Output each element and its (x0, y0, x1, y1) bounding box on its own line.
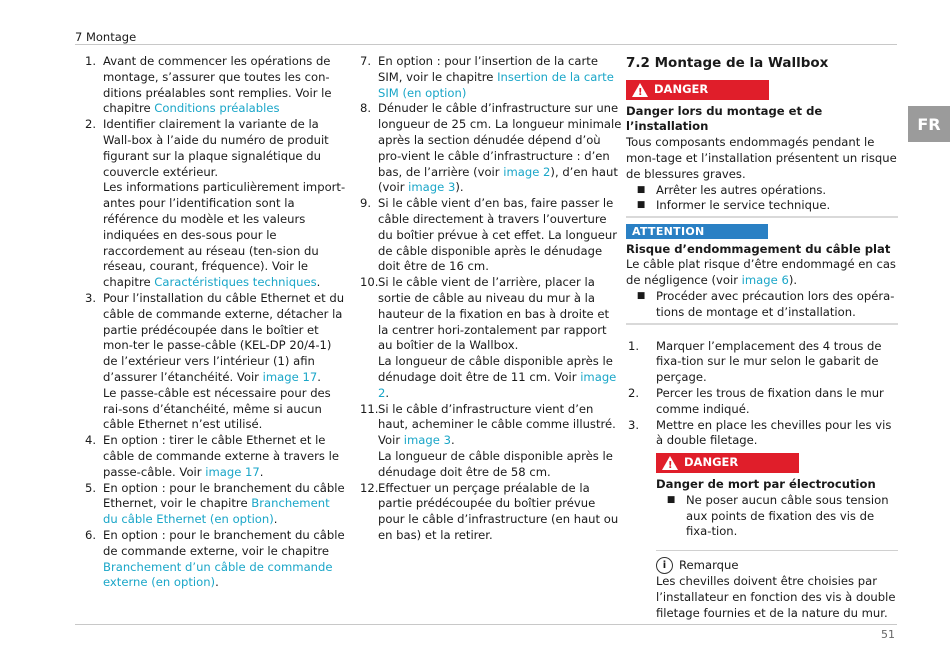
page-number: 51 (881, 628, 895, 641)
attention-box: ATTENTION Risque d’endommagement du câble plat Le câble plat risque d’être endommagé en cas de négligence (voir image 6). ■ Procéder avec précaution lors des opéra-tions de montage et d’installation. (626, 220, 898, 324)
note-box: i Remarque Les chevilles doivent être choisies par l’installateur en fonction des vis à double filetage fournies et de la nature du mur. (656, 550, 898, 621)
link-image-2[interactable]: image 2 (378, 369, 617, 400)
step-1: 1. Avant de commencer les opérations de montage, s’assurer que toutes les con-ditions préalables sont remplies. Voir le chapitre Conditions préalables (85, 54, 332, 116)
warning-icon: ! (632, 83, 648, 97)
step-9: 9. Si le câble vient d’en bas, faire passer le câble directement à travers l’ouverture du boîtier prévue à cet effet. La longueur de câble disponible après le dénudage doit être de 16 cm. (360, 196, 618, 274)
bullet-icon: ■ (636, 184, 646, 195)
warning-icon: ! (662, 456, 678, 470)
list-item: ■ Informer le service technique. (626, 198, 898, 214)
mount-step-3: 3. Mettre en place les chevilles pour les vis à double filetage. (628, 417, 892, 448)
column-3 (626, 54, 898, 622)
step-5: 5. En option : pour le branchement du câble Ethernet, voir le chapitre Branchement du câble Ethernet (en option). (85, 480, 345, 527)
bullet-icon: ■ (666, 494, 676, 505)
link-image-17[interactable]: image 17 (205, 464, 260, 479)
list-item: ■ Procéder avec précaution lors des opéra-tions de montage et d’installation. (626, 289, 898, 321)
step-2: 2. Identifier clairement la variante de la Wall-box à l’aide du numéro de produit figurant sur la plaque signalétique du couvercle extérieur. Les informations particulièrement import-antes pour l’identification sont la référence du modèle et les valeurs indiquées en des-sous pour le raccordement au réseau (ten-sion du réseau, courant, fréquence). Voir le chapitre Caractéristiques techniques. (85, 117, 346, 290)
link-image-17[interactable]: image 17 (262, 369, 318, 384)
column-2 (350, 54, 622, 544)
danger-banner: ! DANGER (626, 80, 769, 100)
step-12: 12. Effectuer un perçage préalable de la partie prédécoupée du boîtier prévue pour le câble d’infrastructure (en haut ou en bas) et la retirer. (360, 480, 619, 542)
language-tab: FR (908, 106, 950, 142)
bullet-icon: ■ (636, 200, 646, 211)
footer-rule (75, 624, 897, 625)
list-item: ■ Arrêter les autres opérations. (626, 183, 898, 199)
mount-step-1: 1. Marquer l’emplacement des 4 trous de fixa-tion sur le mur selon le gabarit de perçage. (628, 338, 882, 385)
info-icon: i (656, 557, 673, 574)
mount-steps (626, 339, 898, 450)
header-rule (75, 44, 897, 45)
danger-box-2: ! DANGER Danger de mort par électrocution ■ Ne poser aucun câble sous tension aux points de fixation des vis de fixa-tion. i Remarque Les chevilles doivent être choisies par l’installateur en fonction des vis à double filetage fournies et de la nature du mur. (656, 449, 898, 621)
link-caracteristiques-techniques[interactable]: Caractéristiques techniques (154, 275, 317, 290)
step-6: 6. En option : pour le branchement du câble de commande externe, voir le chapitre Branchement d’un câble de commande externe (en option). (85, 527, 345, 590)
link-insertion-sim[interactable]: Insertion de la carte SIM (en option) (378, 69, 614, 100)
link-branchement-ethernet[interactable]: Branchement du câble Ethernet (en option) (103, 496, 330, 527)
link-image-3[interactable]: image 3 (408, 180, 456, 195)
link-image-2[interactable]: image 2 (503, 164, 551, 179)
chapter-header: 7 Montage (75, 30, 137, 44)
step-4: 4. En option : tirer le câble Ethernet et le câble de commande externe à travers le passe-câble. Voir image 17. (85, 433, 339, 479)
step-3: 3. Pour l’installation du câble Ethernet et du câble de commande externe, détacher la partie prédécoupée dans le boîtier et mon-ter le passe-câble (KEL-DP 20/4-1) de l’extérieur vers l’intérieur (1) afin d’assurer l’étanchéité. Voir image 17. Le passe-câble est nécessaire pour des rai-sons d’étanchéité, même si aucun câble Ethernet n’est utilisé. (85, 290, 345, 432)
link-branchement-commande[interactable]: Branchement d’un câble de commande externe (en option) (103, 559, 333, 590)
section-title: 7.2 Montage de la Wallbox (626, 55, 829, 71)
danger-box-1: ! DANGER Danger lors du montage et de l’installation Tous composants endommagés pendant le mon-tage et l’installation présentent un risque de blessures graves. ■ Arrêter les autres opérations. ■ Informer le service technique. (626, 76, 898, 218)
mount-step-2: 2. Percer les trous de fixation dans le mur comme indiqué. (628, 385, 884, 416)
step-7: 7. En option : pour l’insertion de la carte SIM, voir le chapitre Insertion de la carte SIM (en option) (360, 54, 614, 100)
attention-banner: ATTENTION (626, 224, 768, 239)
step-11: 11. Si le câble d’infrastructure vient d’en haut, acheminer le câble comme illustré. Voir image 3. La longueur de câble disponible après le dénudage doit être de 58 cm. (360, 401, 616, 479)
list-item: ■ Ne poser aucun câble sous tension aux points de fixation des vis de fixa-tion. (656, 493, 898, 540)
step-10: 10. Si le câble vient de l’arrière, placer la sortie de câble au niveau du mur à la hauteur de la fixation en bas à droite et la centrer hori-zontalement par rapport au boîtier de la Wallbox. La longueur de câble disponible après le dénudage doit être de 11 cm. Voir image 2. (360, 275, 617, 400)
link-image-3[interactable]: image 3 (403, 433, 451, 448)
link-image-6[interactable]: image 6 (741, 273, 789, 288)
link-conditions-prealables[interactable]: Conditions préalables (154, 101, 280, 116)
bullet-icon: ■ (636, 290, 646, 301)
step-8: 8. Dénuder le câble d’infrastructure sur une longueur de 25 cm. La longueur minimale après la section dénudée dépend d’où pro-vient le câble d’infrastructure : d’en bas, de l’arrière (voir image 2), d’en haut (voir image 3). (360, 101, 622, 195)
column-1 (75, 54, 347, 591)
danger-banner: ! DANGER (656, 453, 799, 473)
